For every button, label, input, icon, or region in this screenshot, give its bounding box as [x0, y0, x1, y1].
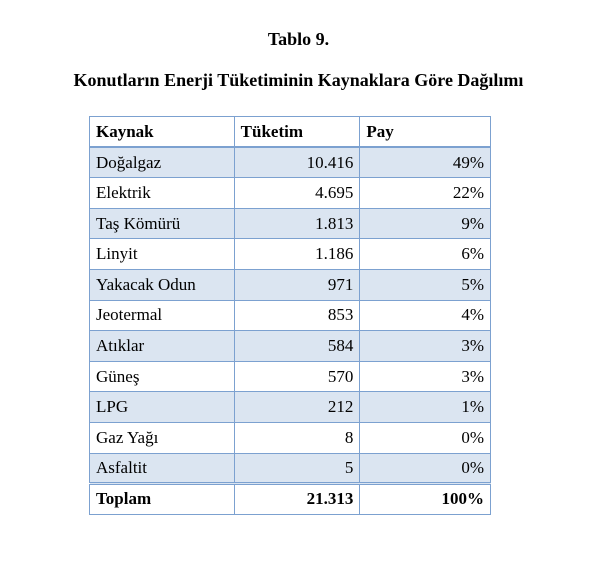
table-row: [90, 208, 491, 239]
table-row: [90, 239, 491, 270]
table-row: [90, 178, 491, 209]
source-cell: Jeotermal: [90, 300, 235, 331]
consumption-cell: 4.695: [234, 178, 360, 209]
consumption-cell: 971: [234, 269, 360, 300]
table-row: [90, 331, 491, 362]
table-row: [90, 422, 491, 453]
share-cell: 3%: [360, 361, 491, 392]
source-cell: Atıklar: [90, 331, 235, 362]
source-cell: Linyit: [90, 239, 235, 270]
table-row: [90, 453, 491, 484]
consumption-cell: 5: [234, 453, 360, 484]
source-cell: Asfaltit: [90, 453, 235, 484]
table-number: Tablo 9.: [267, 29, 330, 49]
consumption-cell: 8: [234, 422, 360, 453]
table-title: Konutların Enerji Tüketiminin Kaynaklara Göre Dağılımı: [73, 70, 524, 90]
share-cell: 6%: [360, 239, 491, 270]
consumption-cell: 570: [234, 361, 360, 392]
share-cell: 4%: [360, 300, 491, 331]
source-cell: Taş Kömürü: [90, 208, 235, 239]
source-cell: LPG: [90, 392, 235, 423]
table-row: [90, 147, 491, 178]
table-row: [90, 361, 491, 392]
consumption-cell: 212: [234, 392, 360, 423]
energy-table: [89, 116, 491, 515]
share-cell: 0%: [360, 453, 491, 484]
source-cell: Güneş: [90, 361, 235, 392]
total-consumption: 21.313: [234, 484, 360, 515]
consumption-cell: 584: [234, 331, 360, 362]
consumption-cell: 853: [234, 300, 360, 331]
consumption-cell: 1.813: [234, 208, 360, 239]
share-cell: 3%: [360, 331, 491, 362]
total-share: 100%: [360, 484, 491, 515]
header-pay: Pay: [360, 117, 491, 148]
share-cell: 1%: [360, 392, 491, 423]
table-row: [90, 392, 491, 423]
share-cell: 49%: [360, 147, 491, 178]
source-cell: Elektrik: [90, 178, 235, 209]
table-row: [90, 300, 491, 331]
header-row: [90, 117, 491, 148]
source-cell: Yakacak Odun: [90, 269, 235, 300]
total-label: Toplam: [90, 484, 235, 515]
table-row: [90, 269, 491, 300]
share-cell: 22%: [360, 178, 491, 209]
consumption-cell: 1.186: [234, 239, 360, 270]
total-row: [90, 484, 491, 515]
consumption-cell: 10.416: [234, 147, 360, 178]
share-cell: 5%: [360, 269, 491, 300]
source-cell: Gaz Yağı: [90, 422, 235, 453]
share-cell: 9%: [360, 208, 491, 239]
header-tuketim: Tüketim: [234, 117, 360, 148]
table-body: [90, 147, 491, 514]
source-cell: Doğalgaz: [90, 147, 235, 178]
header-kaynak: Kaynak: [90, 117, 235, 148]
share-cell: 0%: [360, 422, 491, 453]
